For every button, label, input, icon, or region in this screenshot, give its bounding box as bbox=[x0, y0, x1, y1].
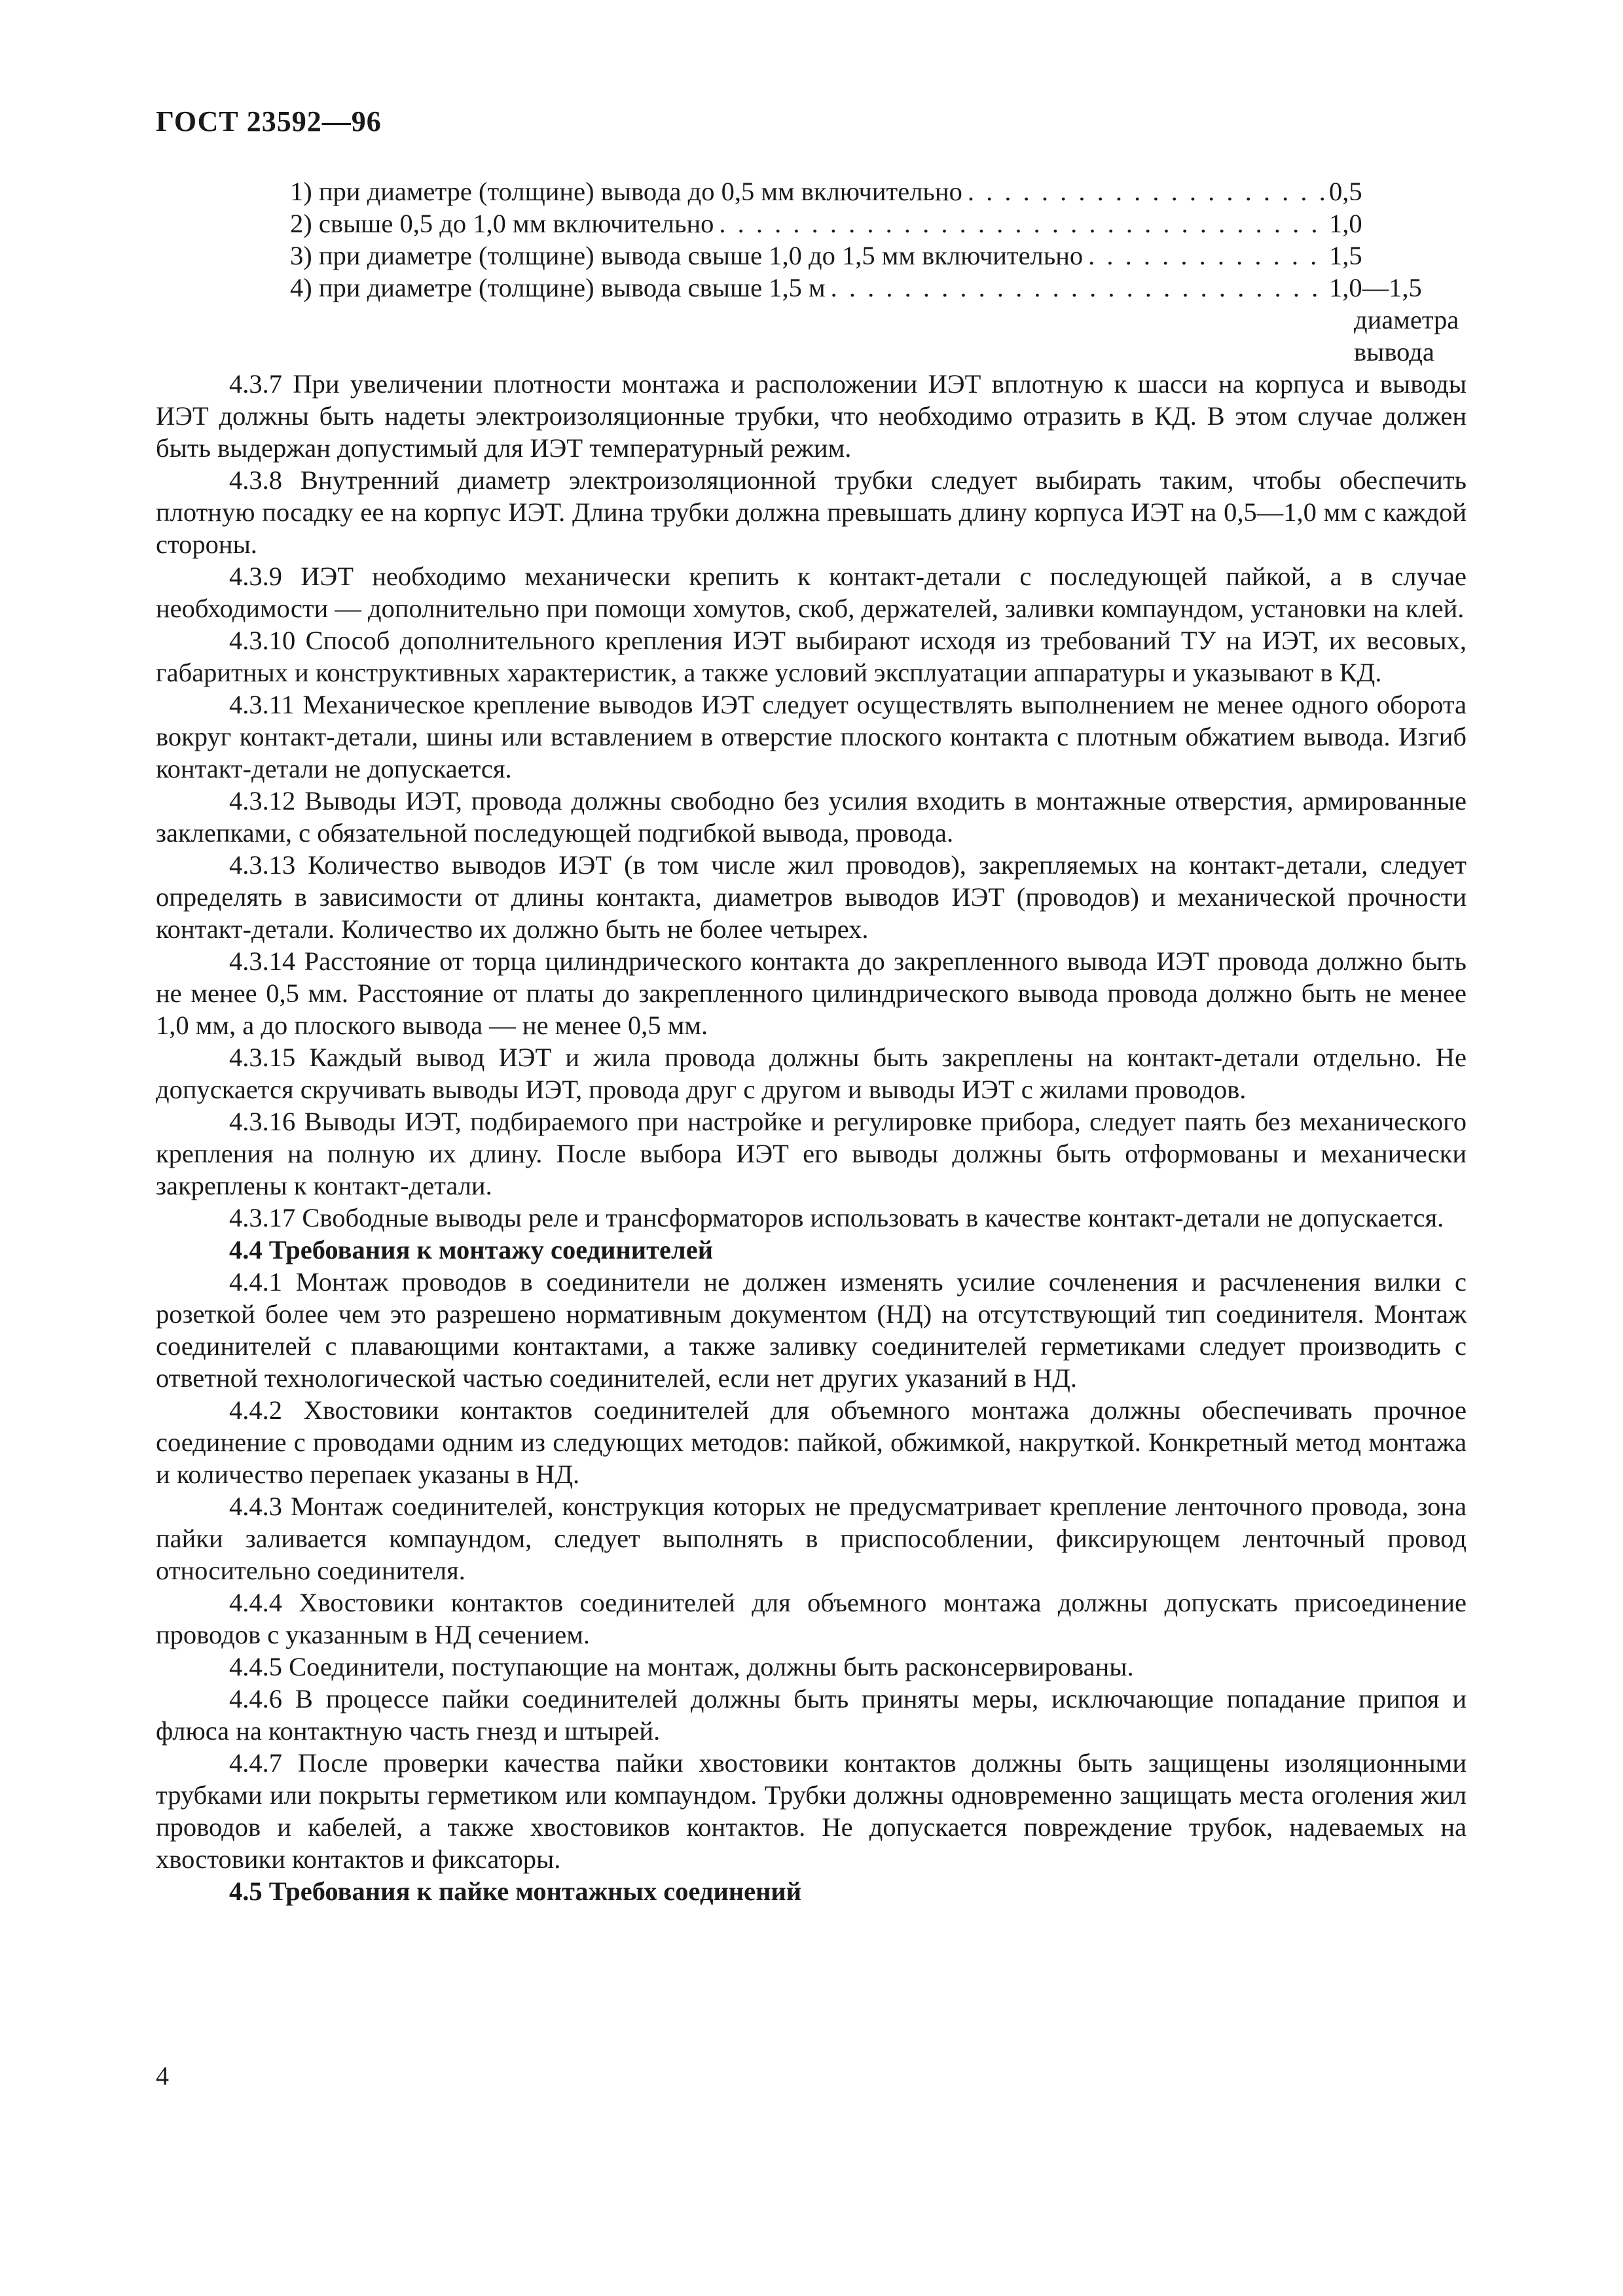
section-heading-4-5: 4.5 Требования к пайке монтажных соединений bbox=[229, 1876, 802, 1906]
list-item bbox=[290, 207, 1467, 240]
section-heading-4-4: 4.4 Требования к монтажу соединителей bbox=[229, 1235, 714, 1265]
page-body bbox=[156, 175, 1467, 1907]
list-item bbox=[290, 240, 1467, 272]
list-item bbox=[290, 272, 1467, 304]
paragraph-4-3-9: 4.3.9 ИЭТ необходимо механически крепить к контакт-детали с последующей пайкой, а в случае необходимости — дополнительно при помощи хомутов, скоб, держателей, заливки компаундом, установки на клей. bbox=[156, 562, 1467, 623]
paragraph-4-4-4: 4.4.4 Хвостовики контактов соединителей для объемного монтажа должны допускать присоединение проводов с указанным в НД сечением. bbox=[156, 1588, 1467, 1649]
paragraph-4-3-17: 4.3.17 Свободные выводы реле и трансформаторов использовать в качестве контакт-детали не допускается. bbox=[229, 1203, 1444, 1232]
list-item-value-line: вывода bbox=[1354, 337, 1434, 367]
list-item-text: 4) при диаметре (толщине) вывода свыше 1,5 м bbox=[290, 273, 826, 302]
paragraph-4-4-1: 4.4.1 Монтаж проводов в соединители не должен изменять усилие сочленения и расчленения вилки с розеткой более чем это разрешено нормативным документом (НД) на отсутствующий тип соединителя. Монтаж соединителей с плавающими контактами, а также заливку соединителей герметиками следует производить с ответной технологической частью соединителей, если нет других указаний в НД. bbox=[156, 1267, 1467, 1393]
paragraph-4-3-7: 4.3.7 При увеличении плотности монтажа и расположении ИЭТ вплотную к шасси на корпуса и выводы ИЭТ должны быть надеты электроизоляционные трубки, что необходимо отразить в КД. В этом случае должен быть выдержан допустимый для ИЭТ температурный режим. bbox=[156, 369, 1467, 463]
list-item-value-continuation bbox=[1354, 304, 1467, 368]
paragraph-4-3-15: 4.3.15 Каждый вывод ИЭТ и жила провода должны быть закреплены на контакт-детали отдельно. Не допускается скручивать выводы ИЭТ, провода друг с другом и выводы ИЭТ с жилами проводов. bbox=[156, 1043, 1467, 1104]
paragraph-4-3-14: 4.3.14 Расстояние от торца цилиндрического контакта до закрепленного вывода ИЭТ провода должно быть не менее 0,5 мм. Расстояние от платы до закрепленного цилиндрического вывода провода должно быть не менее 1,0 мм, а до плоского вывода — не менее 0,5 мм. bbox=[156, 946, 1467, 1040]
paragraph-4-3-16: 4.3.16 Выводы ИЭТ, подбираемого при настройке и регулировке прибора, следует паять без механического крепления на полную их длину. После выбора ИЭТ его выводы должны быть отформованы и механически закреплены к контакт-детали. bbox=[156, 1107, 1467, 1200]
paragraph-4-3-11: 4.3.11 Механическое крепление выводов ИЭТ следует осуществлять выполнением не менее одного оборота вокруг контакт-детали, шины или вставлением в отверстие плоского контакта с плотным обжатием вывода. Изгиб контакт-детали не допускается. bbox=[156, 690, 1467, 783]
paragraph-4-3-13: 4.3.13 Количество выводов ИЭТ (в том числе жил проводов), закрепляемых на контакт-детали, следует определять в зависимости от длины контакта, диаметров выводов ИЭТ (проводов) и механической прочности контакт-детали. Количество их должно быть не более четырех. bbox=[156, 850, 1467, 944]
diameter-list bbox=[290, 175, 1467, 304]
leader-dots bbox=[1083, 240, 1329, 272]
paragraph-4-4-7: 4.4.7 После проверки качества пайки хвостовики контактов должны быть защищены изоляционными трубками или покрыты герметиком или компаундом. Трубки должны одновременно защищать места оголения жил проводов и кабелей, а также хвостовиков контактов. Не допускается повреждение трубок, надеваемых на хвостовики контактов и фиксаторы. bbox=[156, 1748, 1467, 1874]
page-number: 4 bbox=[156, 2061, 169, 2090]
list-item-text: 1) при диаметре (толщине) вывода до 0,5 мм включительно bbox=[290, 177, 962, 206]
list-item-value: 0,5 bbox=[1329, 177, 1362, 206]
leader-dots bbox=[714, 207, 1329, 240]
list-item-text: 2) свыше 0,5 до 1,0 мм включительно bbox=[290, 209, 714, 238]
list-item-value: 1,5 bbox=[1329, 241, 1362, 270]
list-item bbox=[290, 175, 1467, 207]
list-item-value: 1,0 bbox=[1329, 209, 1362, 238]
paragraph-4-4-2: 4.4.2 Хвостовики контактов соединителей для объемного монтажа должны обеспечивать прочное соединение с проводами одним из следующих методов: пайкой, обжимкой, накруткой. Конкретный метод монтажа и количество перепаек указаны в НД. bbox=[156, 1395, 1467, 1489]
paragraph-4-3-10: 4.3.10 Способ дополнительного крепления ИЭТ выбирают исходя из требований ТУ на ИЭТ, их весовых, габаритных и конструктивных характеристик, а также условий эксплуатации аппаратуры и указывают в КД. bbox=[156, 626, 1467, 687]
paragraph-4-4-3: 4.4.3 Монтаж соединителей, конструкция которых не предусматривает крепление ленточного провода, зона пайки заливается компаундом, следует выполнять в приспособлении, фиксирующем ленточный провод относительно соединителя. bbox=[156, 1492, 1467, 1585]
paragraph-4-3-8: 4.3.8 Внутренний диаметр электроизоляционной трубки следует выбирать таким, чтобы обеспечить плотную посадку ее на корпус ИЭТ. Длина трубки должна превышать длину корпуса ИЭТ на 0,5—1,0 мм с каждой стороны. bbox=[156, 465, 1467, 559]
paragraph-4-4-6: 4.4.6 В процессе пайки соединителей должны быть приняты меры, исключающие попадание припоя и флюса на контактную часть гнезд и штырей. bbox=[156, 1684, 1467, 1746]
paragraph-4-4-5: 4.4.5 Соединители, поступающие на монтаж, должны быть расконсервированы. bbox=[229, 1652, 1134, 1681]
list-item-value: 1,0—1,5 bbox=[1329, 273, 1422, 302]
list-item-value-line: диаметра bbox=[1354, 305, 1459, 334]
leader-dots bbox=[962, 175, 1329, 207]
document-code-header: ГОСТ 23592—96 bbox=[156, 105, 382, 137]
list-item-text: 3) при диаметре (толщине) вывода свыше 1,0 до 1,5 мм включительно bbox=[290, 241, 1084, 270]
leader-dots bbox=[826, 272, 1329, 304]
paragraph-4-3-12: 4.3.12 Выводы ИЭТ, провода должны свободно без усилия входить в монтажные отверстия, армированные заклепками, с обязательной последующей подгибкой вывода, провода. bbox=[156, 786, 1467, 848]
